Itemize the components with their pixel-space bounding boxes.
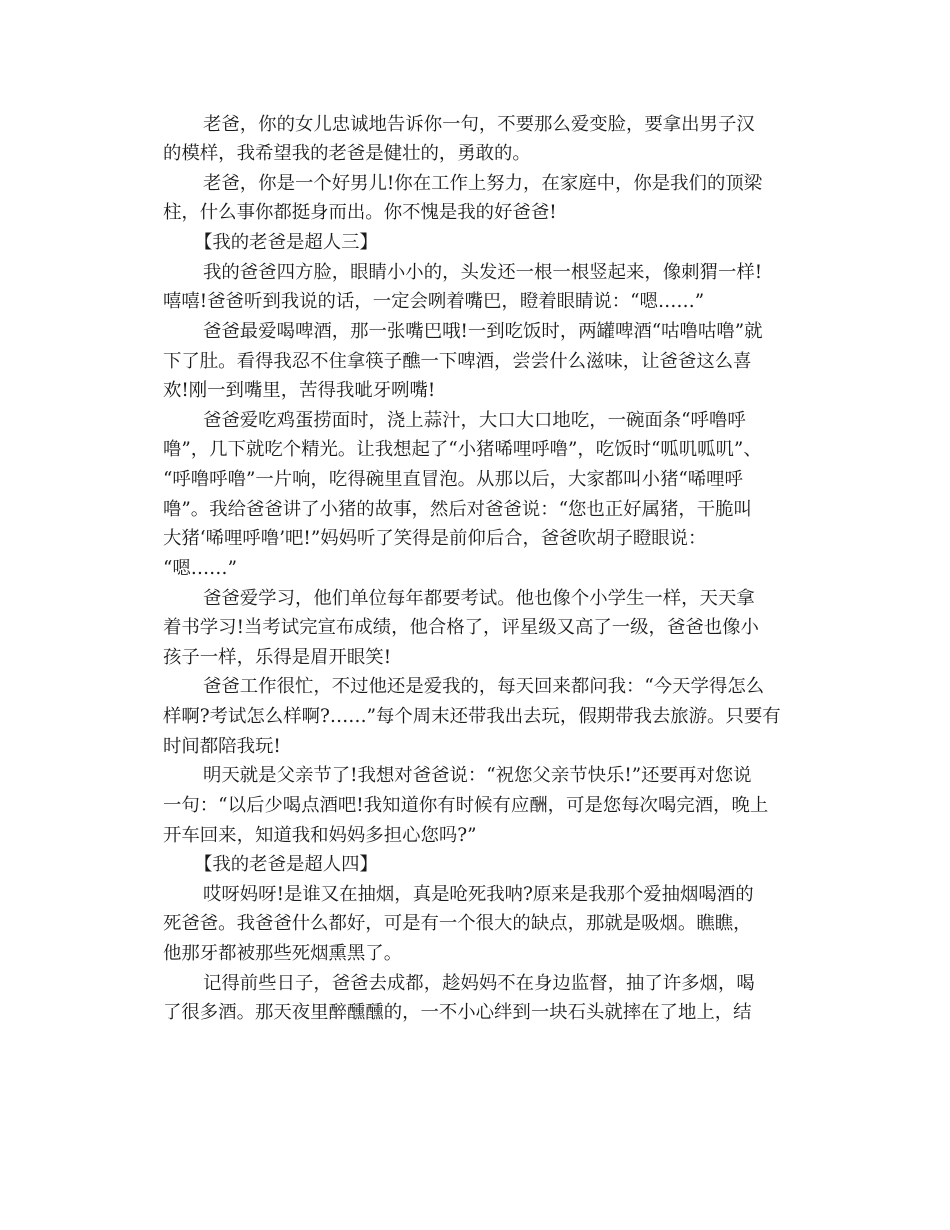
text-line: 欢!刚一到嘴里，苦得我呲牙咧嘴! <box>163 380 436 401</box>
text-line: 了很多酒。那天夜里醉醺醺的，一不小心绊到一块石头就摔在了地上，结 <box>163 1002 752 1023</box>
text-line: 一句：“以后少喝点酒吧!我知道你有时候有应酬，可是您每次喝完酒，晚上 <box>163 795 769 816</box>
text-line: 下了肚。看得我忍不住拿筷子醮一下啤酒，尝尝什么滋味，让爸爸这么喜 <box>163 351 752 372</box>
text-line: 老爸，你是一个好男儿!你在工作上努力，在家庭中，你是我们的顶梁 <box>203 173 763 194</box>
text-line: 孩子一样，乐得是眉开眼笑! <box>163 647 392 668</box>
text-line: 时间都陪我玩! <box>163 736 281 757</box>
text-line: 他那牙都被那些死烟熏黑了。 <box>163 943 403 964</box>
text-line: “呼噜呼噜”一片响，吃得碗里直冒泡。从那以后，大家都叫小猪“唏哩呼 <box>163 469 743 490</box>
text-line: 我的爸爸四方脸，眼睛小小的，头发还一根一根竖起来，像刺猬一样! <box>203 262 763 283</box>
section-heading: 【我的老爸是超人三】 <box>194 232 378 253</box>
text-line: 爸爸爱学习，他们单位每年都要考试。他也像个小学生一样，天天拿 <box>203 588 755 609</box>
text-line: 老爸，你的女儿忠诚地告诉你一句，不要那么爱变脸，要拿出男子汉 <box>203 114 755 135</box>
text-line: 大猪‘唏哩呼噜’吧!”妈妈听了笑得是前仰后合，爸爸吹胡子瞪眼说： <box>163 528 707 549</box>
text-line: 噜”。我给爸爸讲了小猪的故事，然后对爸爸说：“您也正好属猪，干脆叫 <box>163 499 752 520</box>
text-line: 的模样，我希望我的老爸是健壮的，勇敢的。 <box>163 143 531 164</box>
text-line: 样啊?考试怎么样啊?……”每个周末还带我出去玩，假期带我去旅游。只要有 <box>163 706 781 727</box>
text-line: 开车回来，知道我和妈妈多担心您吗?” <box>163 825 477 846</box>
text-line: 嘻嘻!爸爸听到我说的话，一定会咧着嘴巴，瞪着眼睛说：“嗯……” <box>163 291 705 312</box>
text-line: 爸爸最爱喝啤酒，那一张嘴巴哦!一到吃饭时，两罐啤酒“咕噜咕噜”就 <box>203 321 763 342</box>
text-line: 死爸爸。我爸爸什么都好，可是有一个很大的缺点，那就是吸烟。瞧瞧， <box>163 913 752 934</box>
text-line: 爸爸爱吃鸡蛋捞面时，浇上蒜汁，大口大口地吃，一碗面条“呼噜呼 <box>203 410 746 431</box>
text-line: 爸爸工作很忙，不过他还是爱我的，每天回来都问我：“今天学得怎么 <box>203 676 765 697</box>
text-line: 着书学习!当考试完宣布成绩，他合格了，评星级又高了一级，爸爸也像小 <box>163 617 759 638</box>
section-heading: 【我的老爸是超人四】 <box>194 854 378 875</box>
text-line: 明天就是父亲节了!我想对爸爸说：“祝您父亲节快乐!”还要再对您说 <box>203 765 752 786</box>
text-line: 哎呀妈呀!是谁又在抽烟，真是呛死我呐?原来是我那个爱抽烟喝酒的 <box>203 884 754 905</box>
text-line: 噜”，几下就吃个精光。让我想起了“小猪唏哩呼噜”，吃饭时“呱叽呱叽”、 <box>163 439 762 460</box>
text-line: 柱，什么事你都挺身而出。你不愧是我的好爸爸! <box>163 202 557 223</box>
text-line: 记得前些日子，爸爸去成都，趁妈妈不在身边监督，抽了许多烟，喝 <box>203 973 755 994</box>
text-line: “嗯……” <box>163 558 237 579</box>
